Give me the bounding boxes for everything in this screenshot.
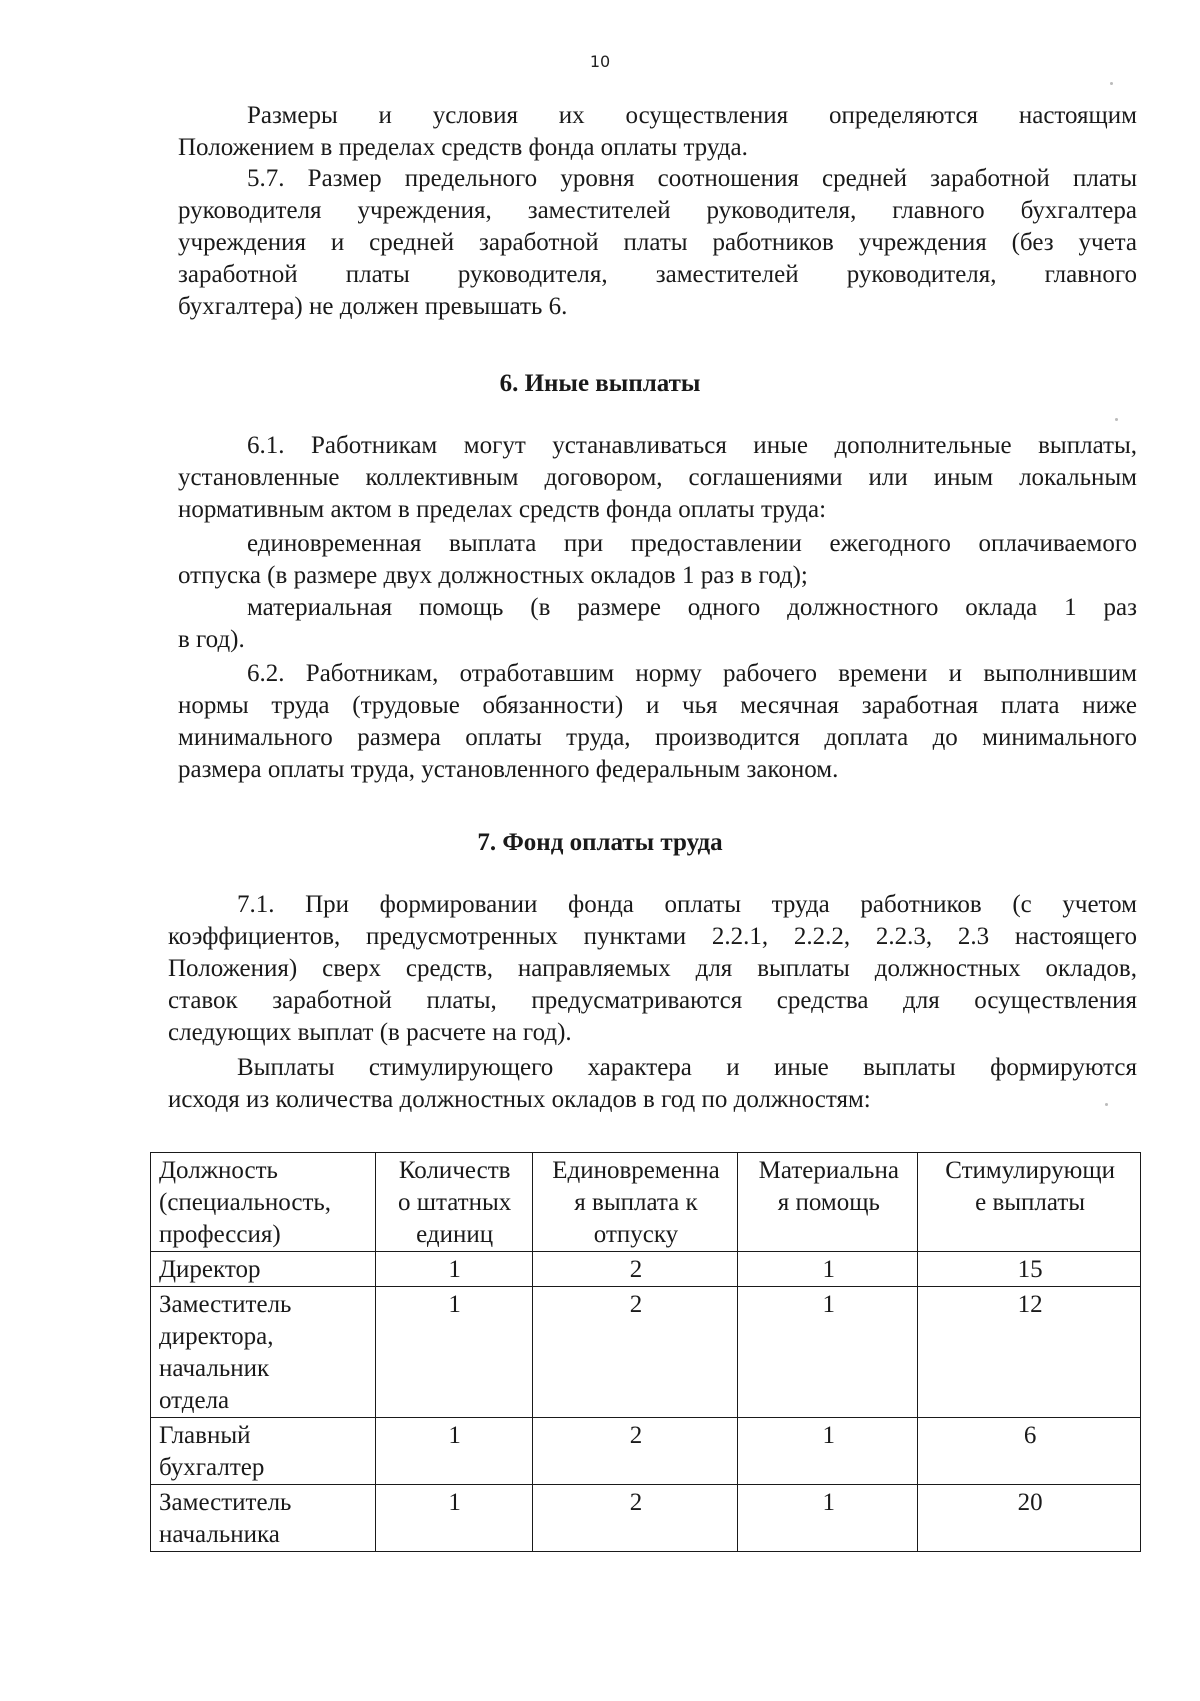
cell-line: Заместитель	[159, 1489, 292, 1516]
header-line: профессия)	[159, 1221, 281, 1248]
text-line: руководителя учреждения, заместителей руководителя, главного бухгалтера	[178, 197, 1137, 224]
cell-lump-sum: 2	[532, 1418, 738, 1485]
text-line: исходя из количества должностных окладов в год по должностям:	[168, 1086, 871, 1113]
cell-position	[151, 1418, 376, 1485]
cell-line: начальник	[159, 1355, 270, 1382]
cell-material-aid: 1	[738, 1485, 918, 1552]
text-line: нормы труда (трудовые обязанности) и чья месячная заработная плата ниже	[178, 692, 1137, 719]
paragraph-5-7	[178, 163, 1137, 323]
table-row	[151, 1252, 1141, 1287]
cell-line: отдела	[159, 1387, 230, 1414]
cell-material-aid: 1	[738, 1252, 918, 1287]
text-line: 7.1. При формировании фонда оплаты труда работников (с учетом	[237, 891, 1137, 918]
section-7-heading: 7. Фонд оплаты труда	[477, 829, 723, 856]
cell-position	[151, 1287, 376, 1418]
cell-material-aid: 1	[738, 1418, 918, 1485]
header-line: отпуску	[593, 1221, 679, 1248]
header-line: Единовременна	[552, 1157, 720, 1184]
cell-incentive: 12	[918, 1287, 1141, 1418]
header-incentive	[918, 1153, 1141, 1252]
header-line: единиц	[416, 1221, 494, 1248]
cell-staff-units: 1	[375, 1252, 532, 1287]
header-line: Должность	[159, 1157, 278, 1184]
text-line: нормативным актом в пределах средств фонда оплаты труда:	[178, 496, 827, 523]
header-line: о штатных	[398, 1189, 512, 1216]
cell-incentive: 6	[918, 1418, 1141, 1485]
header-line: Стимулирующи	[945, 1157, 1115, 1184]
text-line: Положения) сверх средств, направляемых для выплаты должностных окладов,	[168, 955, 1137, 982]
scan-speck	[1110, 82, 1113, 85]
cell-line: директора,	[159, 1323, 274, 1350]
cell-line: бухгалтер	[159, 1454, 265, 1481]
cell-line: Главный	[159, 1422, 251, 1449]
page-number: 10	[589, 52, 611, 71]
paragraph-6-1	[178, 430, 1137, 526]
paragraph-lump-sum	[178, 528, 1137, 592]
scan-speck	[1105, 1103, 1108, 1106]
header-position	[151, 1153, 376, 1252]
cell-position	[151, 1252, 376, 1287]
header-line: е выплаты	[975, 1189, 1086, 1216]
header-line: Материальна	[758, 1157, 899, 1184]
section-6-heading: 6. Иные выплаты	[499, 370, 701, 397]
table-row	[151, 1485, 1141, 1552]
table-row	[151, 1287, 1141, 1418]
header-line: я помощь	[777, 1189, 880, 1216]
paragraph-payments-formation	[168, 1052, 1137, 1116]
text-line: коэффициентов, предусмотренных пунктами 2.2.1, 2.2.2, 2.2.3, 2.3 настоящего	[168, 923, 1137, 950]
cell-material-aid: 1	[738, 1287, 918, 1418]
text-line: размера оплаты труда, установленного федеральным законом.	[178, 756, 839, 783]
cell-line: Заместитель	[159, 1291, 292, 1318]
cell-position	[151, 1485, 376, 1552]
text-line: материальная помощь (в размере одного должностного оклада 1 раз	[247, 594, 1137, 621]
cell-lump-sum: 2	[532, 1252, 738, 1287]
text-line: 5.7. Размер предельного уровня соотношения средней заработной платы	[247, 165, 1137, 192]
table-header-row	[151, 1153, 1141, 1252]
header-line: (специальность,	[159, 1189, 332, 1216]
cell-lump-sum: 2	[532, 1287, 738, 1418]
paragraph-material-aid	[178, 592, 1137, 656]
cell-staff-units: 1	[375, 1485, 532, 1552]
text-line: отпуска (в размере двух должностных окладов 1 раз в год);	[178, 562, 808, 589]
text-line: учреждения и средней заработной платы работников учреждения (без учета	[178, 229, 1137, 256]
text-line: единовременная выплата при предоставлении ежегодного оплачиваемого	[247, 530, 1137, 557]
text-line: Выплаты стимулирующего характера и иные выплаты формируются	[237, 1054, 1137, 1081]
text-line: Положением в пределах средств фонда оплаты труда.	[178, 134, 748, 161]
text-line: в год).	[178, 626, 245, 653]
cell-line: Директор	[159, 1256, 261, 1283]
header-lump-sum	[532, 1153, 738, 1252]
header-staff-units	[375, 1153, 532, 1252]
text-line: 6.2. Работникам, отработавшим норму рабочего времени и выполнившим	[247, 660, 1137, 687]
table-row	[151, 1418, 1141, 1485]
paragraph-sizes-conditions	[178, 100, 1137, 164]
header-line: я выплата к	[574, 1189, 698, 1216]
text-line: заработной платы руководителя, заместителей руководителя, главного	[178, 261, 1137, 288]
cell-incentive: 20	[918, 1485, 1141, 1552]
scan-speck	[1115, 418, 1118, 421]
text-line: следующих выплат (в расчете на год).	[168, 1019, 572, 1046]
header-material-aid	[738, 1153, 918, 1252]
positions-table	[150, 1152, 1141, 1552]
text-line: 6.1. Работникам могут устанавливаться иные дополнительные выплаты,	[247, 432, 1137, 459]
paragraph-7-1	[168, 889, 1137, 1049]
header-line: Количеств	[398, 1157, 511, 1184]
text-line: Размеры и условия их осуществления определяются настоящим	[247, 102, 1137, 129]
cell-line: начальника	[159, 1521, 280, 1548]
cell-staff-units: 1	[375, 1287, 532, 1418]
paragraph-6-2	[178, 658, 1137, 786]
cell-staff-units: 1	[375, 1418, 532, 1485]
text-line: минимального размера оплаты труда, производится доплата до минимального	[178, 724, 1137, 751]
cell-lump-sum: 2	[532, 1485, 738, 1552]
text-line: бухгалтера) не должен превышать 6.	[178, 293, 568, 320]
cell-incentive: 15	[918, 1252, 1141, 1287]
text-line: ставок заработной платы, предусматриваются средства для осуществления	[168, 987, 1137, 1014]
text-line: установленные коллективным договором, соглашениями или иным локальным	[178, 464, 1137, 491]
